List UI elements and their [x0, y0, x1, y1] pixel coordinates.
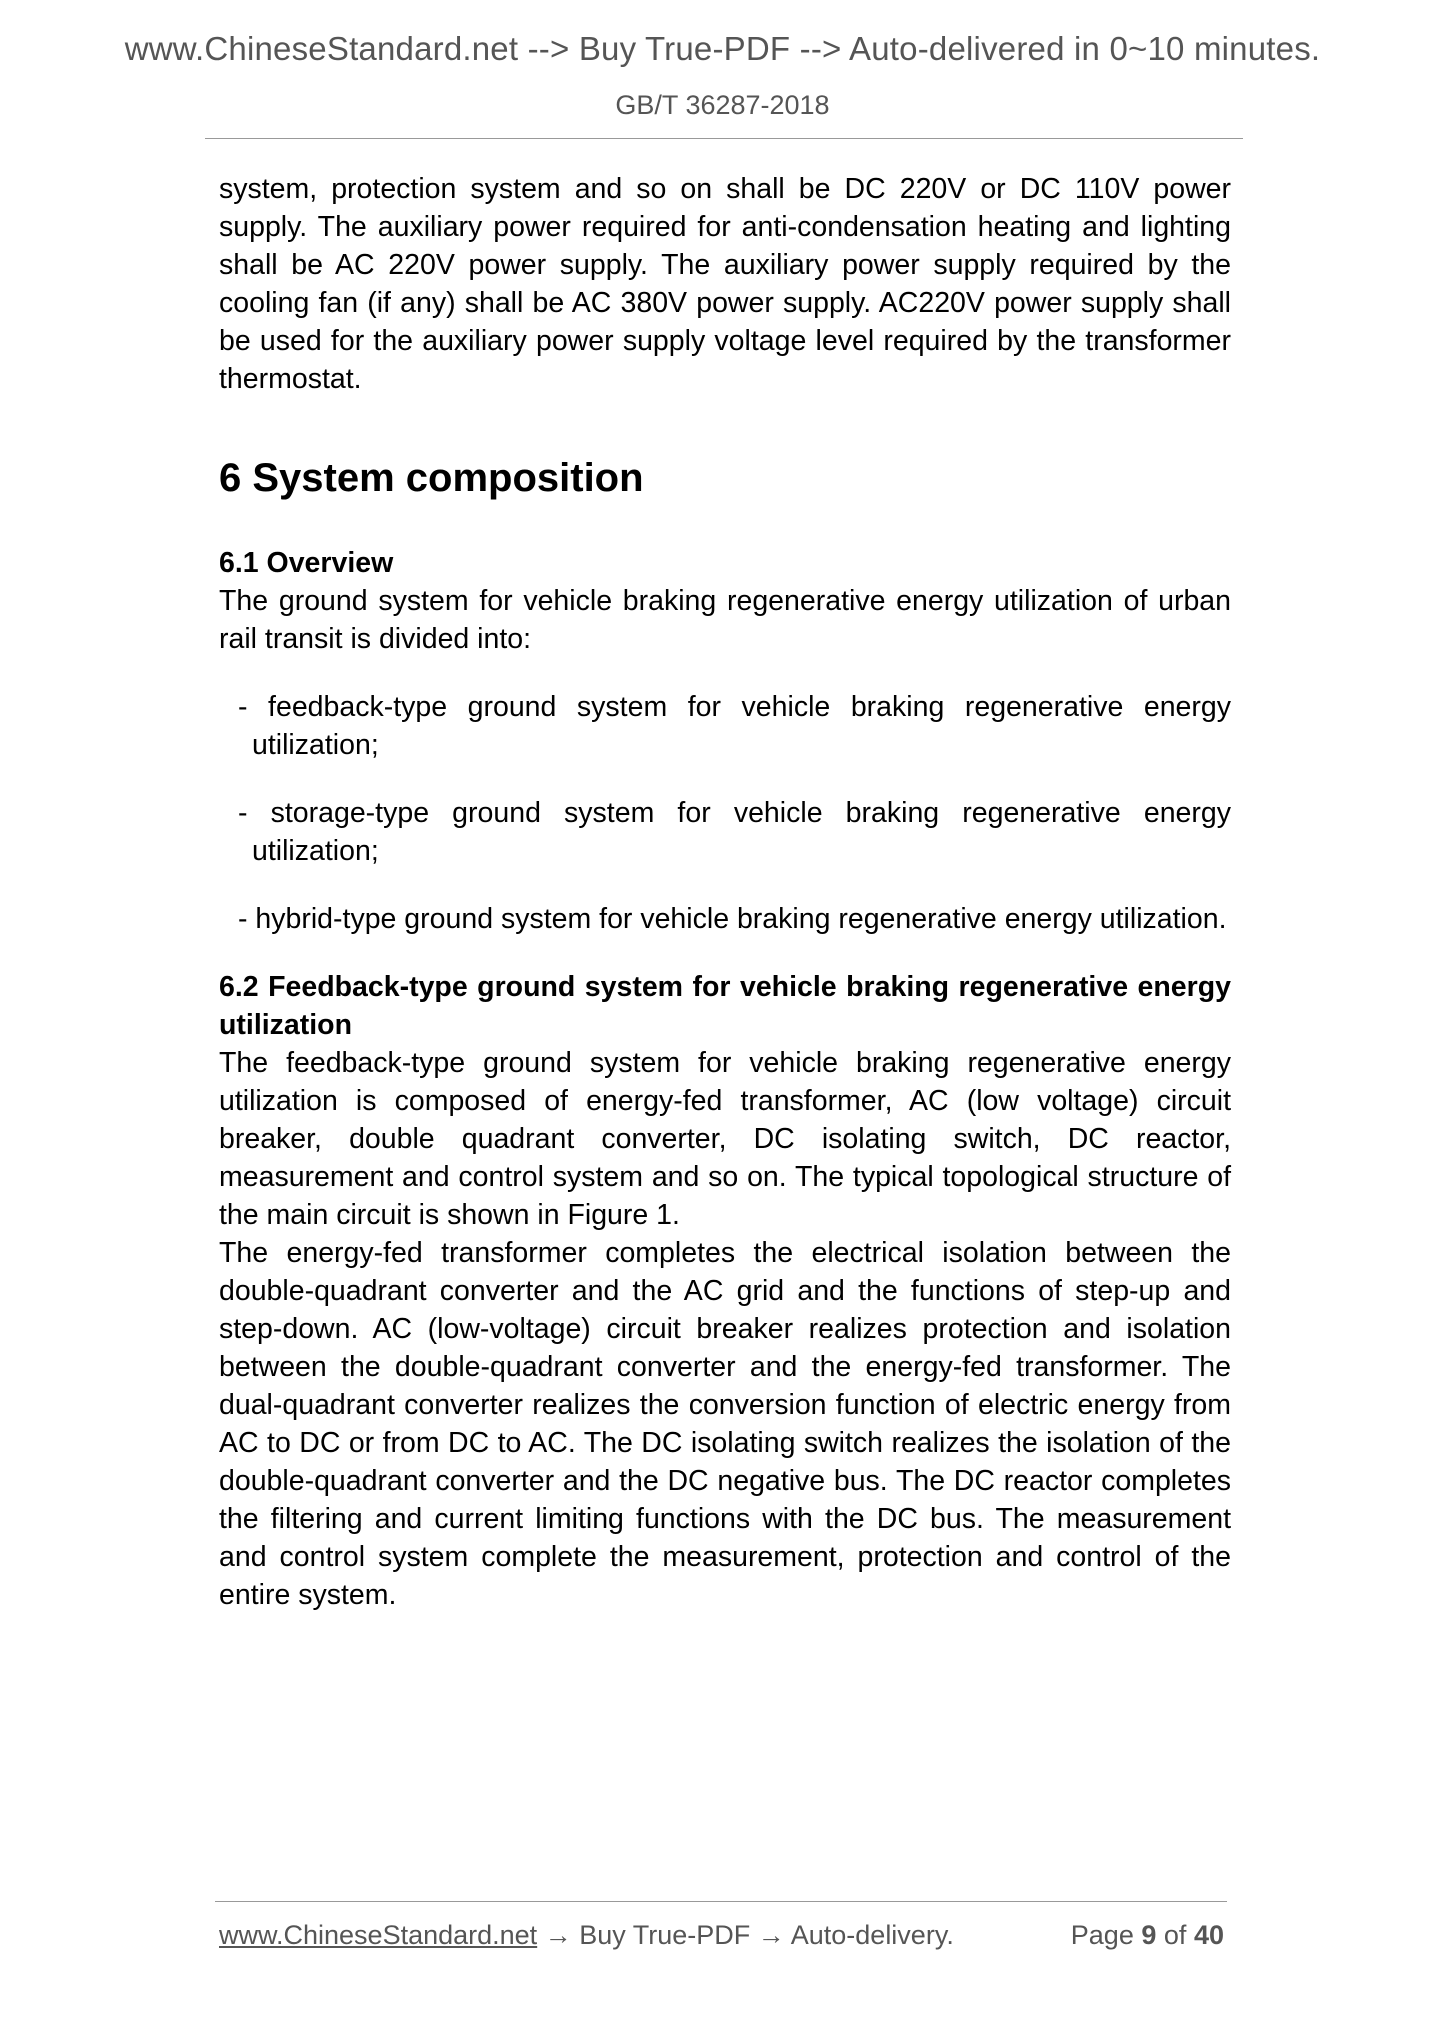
page-label: Page: [1070, 1920, 1134, 1950]
page-indicator: [1071, 1920, 1224, 1951]
page-total: 40: [1193, 1920, 1224, 1950]
footer-site-link[interactable]: www.ChineseStandard.net: [219, 1920, 538, 1950]
top-banner: www.ChineseStandard.net --> Buy True-PDF --> Auto-delivered in 0~10 minutes.: [124, 30, 1321, 67]
feedback-paragraph-2: The energy-fed transformer completes the electrical isolation between the double-quadrant converter and the AC grid and the functions of step-up and step-down. AC (low-voltage) circuit breaker realizes protection and isolation between the double-quadrant converter and the energy-fed transformer. The dual-quadrant converter realizes the conversion function of electric energy from AC to DC or from DC to AC. The DC isolating switch realizes the isolation of the double-quadrant converter and the DC negative bus. The DC reactor completes the filtering and current limiting functions with the DC bus. The measurement and control system complete the measurement, protection and control of the entire system.: [219, 1237, 1231, 1611]
document-code: GB/T 36287-2018: [615, 90, 830, 120]
list-item: - storage-type ground system for vehicle braking regenerative energy utilization;: [238, 797, 1231, 867]
feedback-paragraph-1: The feedback-type ground system for vehicle braking regenerative energy utilization is composed of energy-fed transformer, AC (low voltage) circuit breaker, double quadrant converter, DC isolating switch, DC reactor, measurement and control system and so on. The typical topological structure of the main circuit is shown in Figure 1.: [219, 1047, 1231, 1231]
page-content: [219, 170, 1231, 1614]
overview-paragraph: The ground system for vehicle braking regenerative energy utilization of urban rail transit is divided into:: [219, 585, 1231, 655]
footer-left: [219, 1920, 954, 1951]
header-divider: [205, 138, 1243, 139]
subsection-heading-feedback: 6.2 Feedback-type ground system for vehicle braking regenerative energy utilization: [219, 971, 1231, 1041]
page-number: 9: [1141, 1920, 1157, 1950]
list-item: - feedback-type ground system for vehicle braking regenerative energy utilization;: [238, 691, 1231, 761]
of-label: of: [1163, 1920, 1187, 1950]
intro-paragraph: system, protection system and so on shall be DC 220V or DC 110V power supply. The auxiliary power required for anti-condensation heating and lighting shall be AC 220V power supply. The auxiliary power supply required by the cooling fan (if any) shall be AC 380V power supply. AC220V power supply shall be used for the auxiliary power supply voltage level required by the transformer thermostat.: [219, 173, 1231, 395]
footer-text: → Buy True-PDF → Auto-delivery.: [537, 1920, 954, 1950]
section-heading: 6 System composition: [219, 456, 644, 500]
footer-divider: [215, 1901, 1227, 1902]
list-item: - hybrid-type ground system for vehicle braking regenerative energy utilization.: [238, 903, 1227, 935]
subsection-heading-overview: 6.1 Overview: [219, 547, 394, 579]
